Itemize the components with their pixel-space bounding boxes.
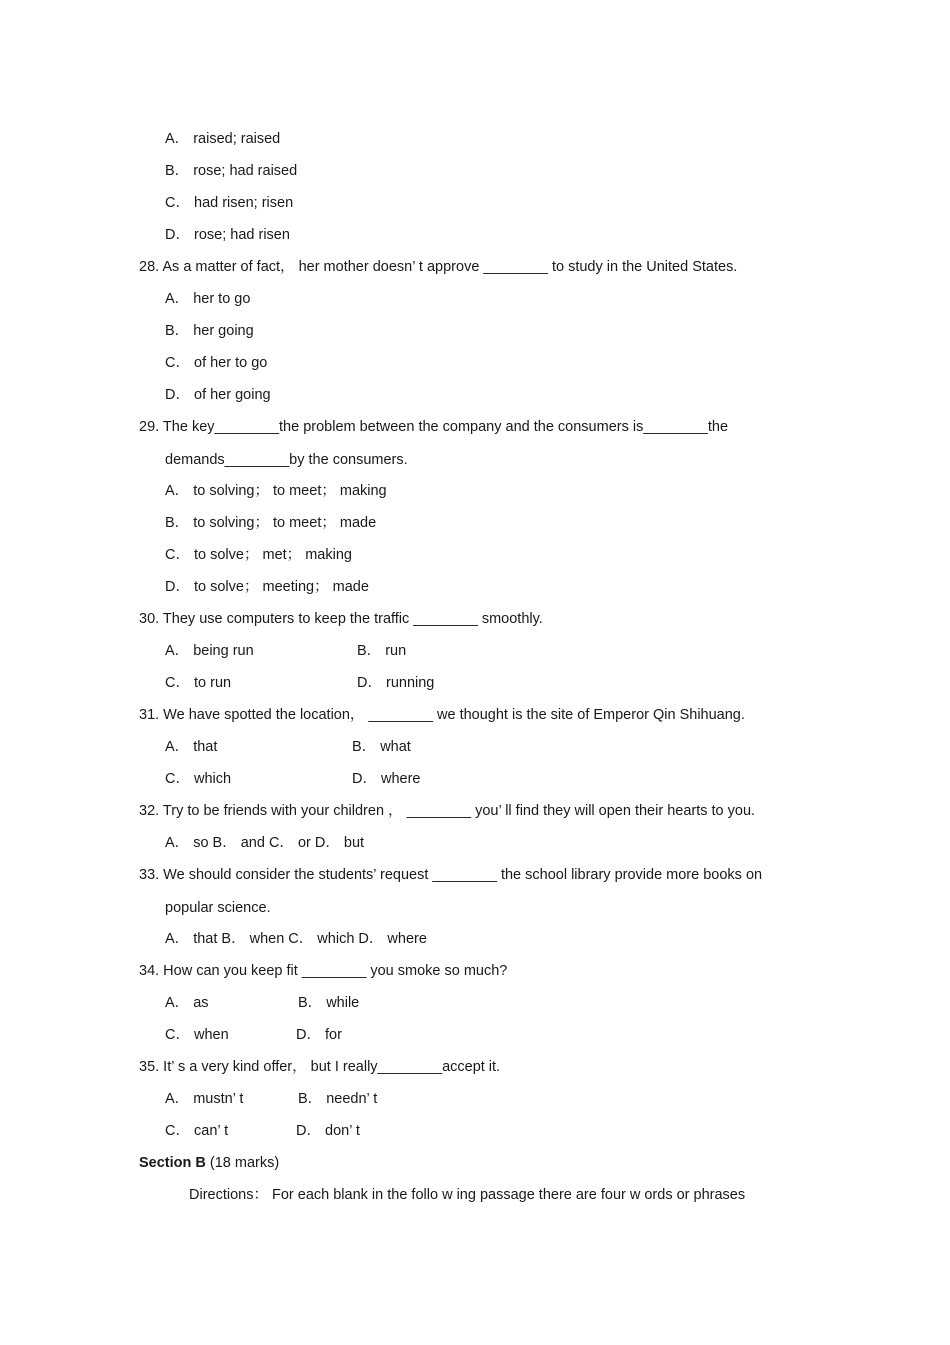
- q33-options: A． that B． when C． which D． where: [165, 931, 427, 947]
- q34-option-c: C． when: [165, 1027, 229, 1043]
- q27-option-c: C． had risen; risen: [165, 195, 294, 211]
- q30-option-c: C． to run: [165, 675, 232, 691]
- q31-option-d: D． where: [352, 771, 421, 787]
- section-b-heading: [139, 1153, 279, 1173]
- q27-option-b: B． rose; had raised: [165, 163, 298, 179]
- q30-option-d: D． running: [357, 675, 435, 691]
- q32-options: A． so B． and C． or D． but: [165, 835, 365, 851]
- q28-option-d: D． of her going: [165, 387, 271, 403]
- q31-option-a: A． that: [165, 739, 218, 755]
- q32-stem: 32. Try to be friends with your children ， ________ you’ ll find they will open their hearts to you.: [139, 803, 756, 819]
- q30-option-b: B． run: [357, 643, 407, 659]
- q35-option-d: D． don’ t: [296, 1123, 360, 1139]
- q29-option-c: C． to solve； met； making: [165, 547, 352, 563]
- q33-stem-continued: popular science.: [165, 900, 271, 916]
- q29-stem-continued: demands________by the consumers.: [165, 452, 408, 468]
- q35-option-c: C． can’ t: [165, 1123, 229, 1139]
- q35-stem: 35. It’ s a very kind offer， but I really________accept it.: [139, 1059, 501, 1075]
- section-b-title: Section B: [139, 1155, 206, 1171]
- q34-option-d: D． for: [296, 1027, 342, 1043]
- q35-option-b: B． needn’ t: [298, 1091, 378, 1107]
- q28-option-c: C． of her to go: [165, 355, 268, 371]
- q27-option-a: A． raised; raised: [165, 131, 281, 147]
- q35-option-a: A． mustn’ t: [165, 1091, 244, 1107]
- q28-stem: 28. As a matter of fact， her mother doesn’ t approve ________ to study in the United States.: [139, 259, 738, 275]
- section-b-marks: (18 marks): [205, 1155, 280, 1171]
- q29-option-b: B． to solving； to meet； made: [165, 515, 377, 531]
- q31-option-b: B． what: [352, 739, 411, 755]
- q33-stem: 33. We should consider the students’ request ________ the school library provide more books on: [139, 867, 763, 883]
- q34-option-b: B． while: [298, 995, 360, 1011]
- q30-stem: 30. They use computers to keep the traffic ________ smoothly.: [139, 611, 543, 627]
- section-b-directions: Directions： For each blank in the follo w ing passage there are four w ords or phrases: [189, 1187, 746, 1203]
- q34-option-a: A． as: [165, 995, 209, 1011]
- q28-option-b: B． her going: [165, 323, 254, 339]
- q31-stem: 31. We have spotted the location， ________ we thought is the site of Emperor Qin Shihuang.: [139, 707, 745, 723]
- q31-option-c: C． which: [165, 771, 232, 787]
- q27-option-d: D． rose; had risen: [165, 227, 290, 243]
- q29-option-d: D． to solve； meeting； made: [165, 579, 369, 595]
- q30-option-a: A． being run: [165, 643, 254, 659]
- q29-stem: 29. The key________the problem between the company and the consumers is________the: [139, 419, 729, 435]
- q29-option-a: A． to solving； to meet； making: [165, 483, 387, 499]
- q34-stem: 34. How can you keep fit ________ you smoke so much?: [139, 963, 508, 979]
- q28-option-a: A． her to go: [165, 291, 251, 307]
